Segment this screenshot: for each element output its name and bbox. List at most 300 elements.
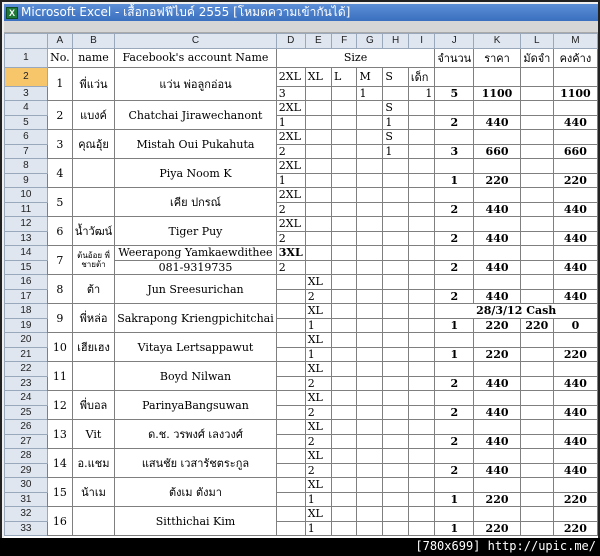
- cell-size-count[interactable]: [383, 231, 409, 246]
- cell-size-count[interactable]: [383, 289, 409, 304]
- cell-size-label[interactable]: [305, 101, 331, 116]
- cell-empty[interactable]: [435, 420, 474, 435]
- column-header-c[interactable]: C: [115, 34, 277, 49]
- cell-empty[interactable]: [474, 420, 521, 435]
- title-bar[interactable]: [4, 4, 598, 21]
- header-facebook[interactable]: Facebook's account Name: [115, 48, 277, 67]
- row-header[interactable]: 4: [5, 101, 48, 116]
- cell-size-count[interactable]: [357, 405, 383, 420]
- cell-size-label[interactable]: [357, 188, 383, 203]
- cell-empty[interactable]: [553, 217, 597, 232]
- cell-facebook[interactable]: แว่น พ่อลูกอ่อน: [115, 67, 277, 101]
- cell-size-count[interactable]: 2: [276, 260, 305, 275]
- cell-size-label[interactable]: [383, 420, 409, 435]
- column-header-l[interactable]: L: [520, 34, 553, 49]
- cell-size-label[interactable]: [383, 333, 409, 348]
- cell-size-label[interactable]: [408, 130, 435, 145]
- cell-size-count[interactable]: [357, 492, 383, 507]
- cell-size-label[interactable]: [331, 159, 356, 174]
- cell-size-count[interactable]: [331, 86, 356, 101]
- cell-size-count[interactable]: [305, 86, 331, 101]
- row-header[interactable]: 11: [5, 202, 48, 217]
- cell-size-count[interactable]: [383, 521, 409, 536]
- cell-size-label[interactable]: [383, 217, 409, 232]
- cell-facebook[interactable]: Boyd Nilwan: [115, 362, 277, 391]
- cell-size-label[interactable]: [357, 333, 383, 348]
- cell-name[interactable]: คุณอุ้ย: [72, 130, 114, 159]
- cell-deposit[interactable]: [520, 173, 553, 188]
- cell-size-count[interactable]: [276, 318, 305, 333]
- cell-empty[interactable]: [435, 391, 474, 406]
- header-balance[interactable]: คงค้าง: [553, 48, 597, 67]
- cell-price[interactable]: 440: [474, 376, 521, 391]
- cell-size-label[interactable]: [408, 420, 435, 435]
- cell-empty[interactable]: [553, 67, 597, 86]
- cell-empty[interactable]: [435, 217, 474, 232]
- cell-size-count[interactable]: [383, 173, 409, 188]
- cell-size-label[interactable]: [408, 188, 435, 203]
- row-header[interactable]: 8: [5, 159, 48, 174]
- cell-size-count[interactable]: 2: [305, 463, 331, 478]
- cell-size-count[interactable]: [357, 144, 383, 159]
- cell-size-label[interactable]: [408, 507, 435, 522]
- cell-empty[interactable]: [553, 391, 597, 406]
- cell-size-label[interactable]: 2XL: [276, 188, 305, 203]
- cell-size-label[interactable]: [357, 101, 383, 116]
- cell-empty[interactable]: [435, 101, 474, 116]
- cell-deposit[interactable]: [520, 144, 553, 159]
- cell-no[interactable]: 14: [47, 449, 72, 478]
- cell-price[interactable]: 220: [474, 521, 521, 536]
- cell-empty[interactable]: [474, 362, 521, 377]
- cell-price[interactable]: 440: [474, 463, 521, 478]
- cell-name[interactable]: พี่หล่อ: [72, 304, 114, 333]
- cell-size-count[interactable]: [383, 492, 409, 507]
- cell-empty[interactable]: [553, 159, 597, 174]
- cell-size-count[interactable]: 1: [276, 173, 305, 188]
- cell-empty[interactable]: [553, 333, 597, 348]
- cell-payment-note[interactable]: 28/3/12 Cash: [435, 304, 598, 319]
- cell-balance[interactable]: 440: [553, 115, 597, 130]
- cell-balance[interactable]: 440: [553, 405, 597, 420]
- cell-size-label[interactable]: 2XL: [276, 159, 305, 174]
- cell-size-label[interactable]: [357, 391, 383, 406]
- cell-size-label[interactable]: [383, 275, 409, 290]
- cell-empty[interactable]: [435, 67, 474, 86]
- cell-quantity[interactable]: 1: [435, 318, 474, 333]
- cell-size-count[interactable]: 1: [276, 115, 305, 130]
- row-header[interactable]: 19: [5, 318, 48, 333]
- cell-empty[interactable]: [520, 67, 553, 86]
- cell-size-label[interactable]: [276, 478, 305, 493]
- cell-no[interactable]: 5: [47, 188, 72, 217]
- cell-size-count[interactable]: [383, 434, 409, 449]
- cell-size-label[interactable]: S: [383, 67, 409, 86]
- cell-size-count[interactable]: 1: [383, 144, 409, 159]
- cell-size-count[interactable]: [383, 463, 409, 478]
- cell-size-label[interactable]: [383, 391, 409, 406]
- cell-size-label[interactable]: [276, 304, 305, 319]
- cell-facebook[interactable]: Sakrapong Kriengpichitchai: [115, 304, 277, 333]
- cell-price[interactable]: 220: [474, 347, 521, 362]
- cell-size-label[interactable]: [408, 159, 435, 174]
- row-header[interactable]: 12: [5, 217, 48, 232]
- row-header[interactable]: 28: [5, 449, 48, 464]
- cell-size-count[interactable]: [331, 405, 356, 420]
- cell-size-count[interactable]: [331, 260, 356, 275]
- cell-no[interactable]: 16: [47, 507, 72, 536]
- header-no[interactable]: No.: [47, 48, 72, 67]
- cell-size-count[interactable]: [408, 434, 435, 449]
- cell-size-count[interactable]: [408, 347, 435, 362]
- cell-empty[interactable]: [520, 420, 553, 435]
- cell-size-count[interactable]: [276, 463, 305, 478]
- cell-facebook[interactable]: Jun Sreesurichan: [115, 275, 277, 304]
- cell-size-label[interactable]: [331, 101, 356, 116]
- cell-size-count[interactable]: [357, 115, 383, 130]
- cell-size-label[interactable]: [276, 362, 305, 377]
- cell-size-label[interactable]: XL: [305, 67, 331, 86]
- column-header-j[interactable]: J: [435, 34, 474, 49]
- row-header[interactable]: 14: [5, 246, 48, 261]
- cell-no[interactable]: 7: [47, 246, 72, 275]
- cell-price[interactable]: 440: [474, 405, 521, 420]
- cell-size-label[interactable]: XL: [305, 449, 331, 464]
- cell-price[interactable]: 220: [474, 318, 521, 333]
- cell-empty[interactable]: [474, 159, 521, 174]
- cell-size-label[interactable]: [331, 507, 356, 522]
- cell-size-count[interactable]: [357, 260, 383, 275]
- cell-deposit[interactable]: [520, 347, 553, 362]
- cell-quantity[interactable]: 2: [435, 260, 474, 275]
- cell-size-label[interactable]: [305, 188, 331, 203]
- worksheet-grid[interactable]: [4, 33, 598, 540]
- cell-size-count[interactable]: [331, 347, 356, 362]
- cell-size-label[interactable]: [357, 449, 383, 464]
- cell-facebook[interactable]: ต้งเม ตังมา: [115, 478, 277, 507]
- cell-size-label[interactable]: [305, 159, 331, 174]
- cell-empty[interactable]: [474, 246, 521, 261]
- cell-balance[interactable]: 440: [553, 202, 597, 217]
- cell-empty[interactable]: [474, 217, 521, 232]
- cell-size-count[interactable]: [408, 318, 435, 333]
- row-header[interactable]: 22: [5, 362, 48, 377]
- cell-empty[interactable]: [553, 101, 597, 116]
- cell-size-count[interactable]: 2: [305, 434, 331, 449]
- row-header[interactable]: 29: [5, 463, 48, 478]
- cell-name[interactable]: พี่แว่น: [72, 67, 114, 101]
- cell-size-label[interactable]: [357, 159, 383, 174]
- cell-name[interactable]: น้ำวัฒน์: [72, 217, 114, 246]
- cell-empty[interactable]: [520, 362, 553, 377]
- cell-size-count[interactable]: [383, 260, 409, 275]
- cell-balance[interactable]: 220: [553, 521, 597, 536]
- cell-empty[interactable]: [553, 420, 597, 435]
- cell-facebook[interactable]: Mistah Oui Pukahuta: [115, 130, 277, 159]
- cell-empty[interactable]: [553, 275, 597, 290]
- row-header[interactable]: 31: [5, 492, 48, 507]
- cell-name[interactable]: เฮียเฮง: [72, 333, 114, 362]
- cell-empty[interactable]: [435, 275, 474, 290]
- cell-size-count[interactable]: 2: [276, 144, 305, 159]
- cell-empty[interactable]: [435, 188, 474, 203]
- row-header[interactable]: 26: [5, 420, 48, 435]
- cell-deposit[interactable]: [520, 289, 553, 304]
- cell-size-count[interactable]: [408, 376, 435, 391]
- header-deposit[interactable]: มัดจำ: [520, 48, 553, 67]
- cell-size-count[interactable]: [408, 231, 435, 246]
- cell-quantity[interactable]: 2: [435, 289, 474, 304]
- cell-phone[interactable]: 081-9319735: [115, 260, 277, 275]
- cell-empty[interactable]: [474, 449, 521, 464]
- cell-price[interactable]: 440: [474, 202, 521, 217]
- cell-size-label[interactable]: [383, 246, 409, 261]
- row-header[interactable]: 30: [5, 478, 48, 493]
- cell-quantity[interactable]: 2: [435, 405, 474, 420]
- cell-empty[interactable]: [520, 478, 553, 493]
- cell-size-label[interactable]: [357, 478, 383, 493]
- cell-empty[interactable]: [520, 159, 553, 174]
- cell-size-count[interactable]: [408, 405, 435, 420]
- cell-empty[interactable]: [474, 333, 521, 348]
- cell-quantity[interactable]: 2: [435, 434, 474, 449]
- cell-size-count[interactable]: [305, 144, 331, 159]
- cell-price[interactable]: 440: [474, 434, 521, 449]
- column-header-g[interactable]: G: [357, 34, 383, 49]
- cell-size-count[interactable]: [305, 231, 331, 246]
- cell-size-count[interactable]: [408, 463, 435, 478]
- cell-empty[interactable]: [553, 188, 597, 203]
- excel-app-icon[interactable]: X: [6, 7, 18, 19]
- cell-name[interactable]: ต้า: [72, 275, 114, 304]
- cell-no[interactable]: 15: [47, 478, 72, 507]
- cell-empty[interactable]: [474, 101, 521, 116]
- cell-balance[interactable]: 440: [553, 463, 597, 478]
- cell-size-count[interactable]: 1: [305, 347, 331, 362]
- cell-size-count[interactable]: [357, 318, 383, 333]
- row-header[interactable]: 20: [5, 333, 48, 348]
- cell-size-label[interactable]: [357, 420, 383, 435]
- cell-size-label[interactable]: [383, 478, 409, 493]
- cell-size-label[interactable]: XL: [305, 304, 331, 319]
- cell-empty[interactable]: [553, 478, 597, 493]
- cell-size-count[interactable]: 1: [305, 492, 331, 507]
- cell-size-count[interactable]: [408, 521, 435, 536]
- cell-size-label[interactable]: [408, 362, 435, 377]
- cell-size-label[interactable]: [331, 188, 356, 203]
- cell-size-label[interactable]: 3XL: [276, 246, 305, 261]
- cell-size-count[interactable]: [305, 202, 331, 217]
- cell-deposit[interactable]: 220: [520, 318, 553, 333]
- cell-size-label[interactable]: [276, 449, 305, 464]
- cell-no[interactable]: 10: [47, 333, 72, 362]
- cell-quantity[interactable]: 5: [435, 86, 474, 101]
- cell-size-label[interactable]: [331, 304, 356, 319]
- cell-size-label[interactable]: S: [383, 101, 409, 116]
- cell-size-count[interactable]: [383, 86, 409, 101]
- cell-size-count[interactable]: [408, 260, 435, 275]
- cell-balance[interactable]: 440: [553, 231, 597, 246]
- cell-quantity[interactable]: 2: [435, 115, 474, 130]
- cell-deposit[interactable]: [520, 202, 553, 217]
- cell-quantity[interactable]: 2: [435, 463, 474, 478]
- cell-empty[interactable]: [474, 507, 521, 522]
- cell-size-label[interactable]: [383, 159, 409, 174]
- cell-size-count[interactable]: 2: [276, 231, 305, 246]
- cell-name[interactable]: อ.แชม: [72, 449, 114, 478]
- cell-empty[interactable]: [553, 362, 597, 377]
- cell-size-count[interactable]: [357, 202, 383, 217]
- cell-size-count[interactable]: [331, 318, 356, 333]
- cell-size-label[interactable]: 2XL: [276, 130, 305, 145]
- cell-empty[interactable]: [520, 130, 553, 145]
- cell-size-label[interactable]: [276, 333, 305, 348]
- cell-size-label[interactable]: [331, 478, 356, 493]
- cell-size-label[interactable]: [276, 391, 305, 406]
- cell-balance[interactable]: 220: [553, 347, 597, 362]
- cell-size-count[interactable]: [357, 434, 383, 449]
- cell-deposit[interactable]: [520, 115, 553, 130]
- cell-size-count[interactable]: 2: [305, 405, 331, 420]
- cell-facebook[interactable]: Weerapong Yamkaewdithee: [115, 246, 277, 261]
- cell-facebook[interactable]: Sitthichai Kim: [115, 507, 277, 536]
- column-header-d[interactable]: D: [276, 34, 305, 49]
- cell-deposit[interactable]: [520, 434, 553, 449]
- cell-size-label[interactable]: [383, 188, 409, 203]
- row-header[interactable]: 6: [5, 130, 48, 145]
- cell-size-label[interactable]: [331, 420, 356, 435]
- cell-no[interactable]: 13: [47, 420, 72, 449]
- cell-balance[interactable]: 440: [553, 289, 597, 304]
- row-header[interactable]: 1: [5, 48, 48, 67]
- cell-size-count[interactable]: [331, 492, 356, 507]
- cell-size-count[interactable]: [408, 492, 435, 507]
- cell-empty[interactable]: [520, 507, 553, 522]
- cell-deposit[interactable]: [520, 231, 553, 246]
- cell-size-count[interactable]: [383, 202, 409, 217]
- cell-size-label[interactable]: [357, 130, 383, 145]
- cell-deposit[interactable]: [520, 463, 553, 478]
- cell-price[interactable]: 440: [474, 289, 521, 304]
- cell-empty[interactable]: [474, 67, 521, 86]
- row-header[interactable]: 7: [5, 144, 48, 159]
- cell-quantity[interactable]: 1: [435, 347, 474, 362]
- cell-balance[interactable]: 440: [553, 376, 597, 391]
- cell-name[interactable]: [72, 362, 114, 391]
- header-price[interactable]: ราคา: [474, 48, 521, 67]
- cell-empty[interactable]: [520, 391, 553, 406]
- cell-size-label[interactable]: 2XL: [276, 67, 305, 86]
- cell-size-label[interactable]: L: [331, 67, 356, 86]
- cell-size-count[interactable]: [408, 289, 435, 304]
- cell-size-label[interactable]: [408, 304, 435, 319]
- cell-size-count[interactable]: [357, 463, 383, 478]
- cell-size-count[interactable]: 1: [305, 521, 331, 536]
- cell-size-count[interactable]: [305, 115, 331, 130]
- row-header[interactable]: 23: [5, 376, 48, 391]
- cell-size-count[interactable]: [383, 405, 409, 420]
- cell-size-label[interactable]: XL: [305, 478, 331, 493]
- cell-size-label[interactable]: [305, 130, 331, 145]
- cell-empty[interactable]: [435, 333, 474, 348]
- cell-no[interactable]: 1: [47, 67, 72, 101]
- cell-price[interactable]: 440: [474, 231, 521, 246]
- cell-quantity[interactable]: 2: [435, 202, 474, 217]
- cell-size-count[interactable]: [305, 173, 331, 188]
- cell-size-count[interactable]: [331, 434, 356, 449]
- cell-size-label[interactable]: [408, 333, 435, 348]
- cell-size-count[interactable]: [331, 115, 356, 130]
- cell-size-count[interactable]: 2: [305, 376, 331, 391]
- row-header[interactable]: 5: [5, 115, 48, 130]
- cell-size-count[interactable]: 1: [408, 86, 435, 101]
- cell-size-count[interactable]: [276, 347, 305, 362]
- cell-deposit[interactable]: [520, 260, 553, 275]
- row-header[interactable]: 33: [5, 521, 48, 536]
- cell-name[interactable]: Vit: [72, 420, 114, 449]
- cell-deposit[interactable]: [520, 405, 553, 420]
- cell-size-count[interactable]: [331, 231, 356, 246]
- column-header-f[interactable]: F: [331, 34, 356, 49]
- cell-no[interactable]: 9: [47, 304, 72, 333]
- header-quantity[interactable]: จำนวน: [435, 48, 474, 67]
- cell-size-label[interactable]: [305, 217, 331, 232]
- cell-size-count[interactable]: 2: [305, 289, 331, 304]
- cell-empty[interactable]: [435, 159, 474, 174]
- cell-size-count[interactable]: [276, 521, 305, 536]
- cell-size-label[interactable]: [331, 449, 356, 464]
- cell-name[interactable]: ต้นอ้อย พี่ชายต้า: [72, 246, 114, 275]
- cell-size-label[interactable]: [357, 304, 383, 319]
- cell-empty[interactable]: [474, 478, 521, 493]
- cell-size-label[interactable]: M: [357, 67, 383, 86]
- cell-size-label[interactable]: [408, 478, 435, 493]
- cell-size-label[interactable]: XL: [305, 507, 331, 522]
- cell-balance[interactable]: 440: [553, 434, 597, 449]
- cell-empty[interactable]: [474, 188, 521, 203]
- column-header-e[interactable]: E: [305, 34, 331, 49]
- cell-empty[interactable]: [520, 188, 553, 203]
- cell-price[interactable]: 660: [474, 144, 521, 159]
- cell-quantity[interactable]: 1: [435, 521, 474, 536]
- cell-balance[interactable]: 220: [553, 173, 597, 188]
- cell-quantity[interactable]: 3: [435, 144, 474, 159]
- row-header[interactable]: 16: [5, 275, 48, 290]
- row-header[interactable]: 15: [5, 260, 48, 275]
- cell-size-count[interactable]: [276, 434, 305, 449]
- cell-size-count[interactable]: [357, 376, 383, 391]
- cell-price[interactable]: 1100: [474, 86, 521, 101]
- cell-size-label[interactable]: 2XL: [276, 101, 305, 116]
- cell-empty[interactable]: [474, 130, 521, 145]
- cell-empty[interactable]: [435, 130, 474, 145]
- cell-deposit[interactable]: [520, 492, 553, 507]
- cell-quantity[interactable]: 1: [435, 173, 474, 188]
- cell-size-label[interactable]: [408, 101, 435, 116]
- cell-no[interactable]: 4: [47, 159, 72, 188]
- cell-empty[interactable]: [520, 101, 553, 116]
- cell-name[interactable]: แบงค์: [72, 101, 114, 130]
- cell-balance[interactable]: 220: [553, 492, 597, 507]
- cell-balance[interactable]: 660: [553, 144, 597, 159]
- column-header-k[interactable]: K: [474, 34, 521, 49]
- cell-size-count[interactable]: [357, 231, 383, 246]
- cell-empty[interactable]: [520, 333, 553, 348]
- cell-no[interactable]: 3: [47, 130, 72, 159]
- cell-size-count[interactable]: 2: [276, 202, 305, 217]
- row-header[interactable]: 3: [5, 86, 48, 101]
- cell-size-label[interactable]: XL: [305, 391, 331, 406]
